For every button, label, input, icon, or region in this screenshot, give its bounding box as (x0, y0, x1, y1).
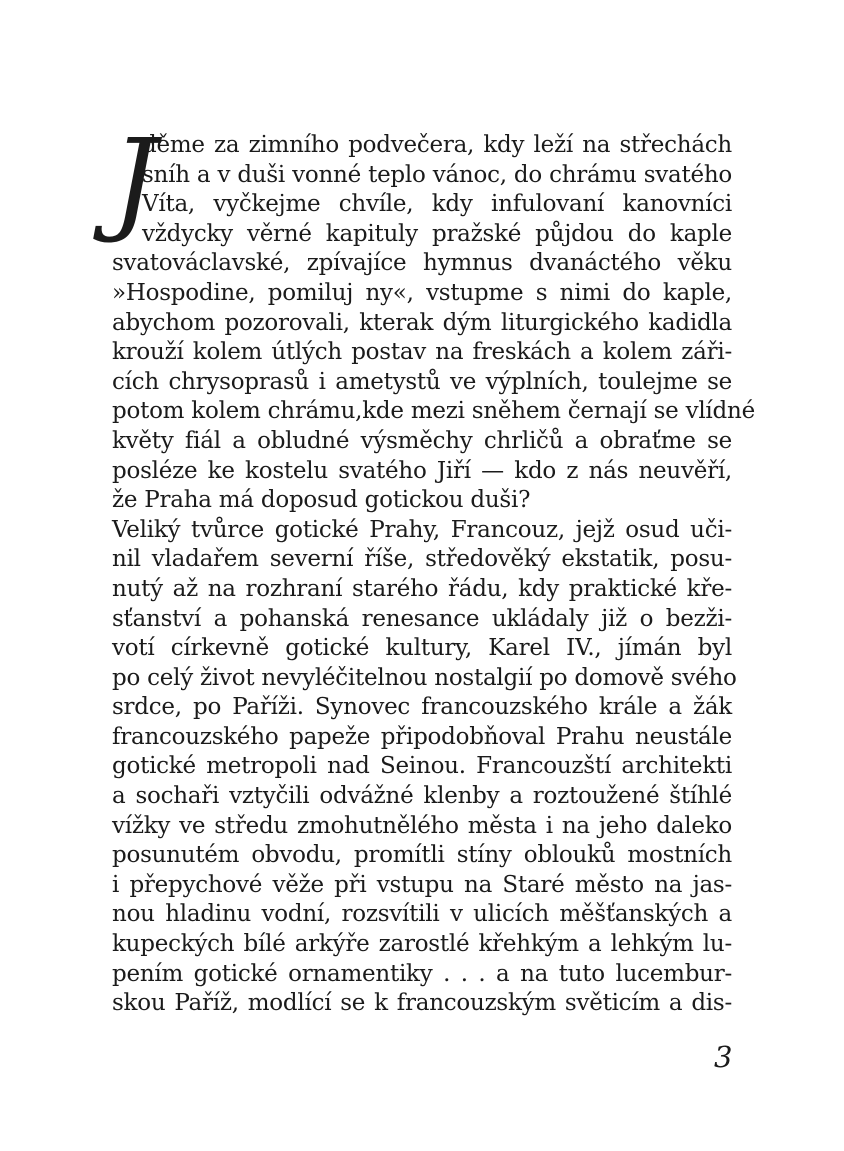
text-line: nou hladinu vodní, rozsvítili v ulicích měšťanských a (112, 901, 732, 928)
text-line: potom kolem chrámu,kde mezi sněhem černají se vlídné (112, 398, 755, 425)
text-line: že Praha má doposud gotickou duši? (112, 487, 531, 514)
body-text (112, 116, 755, 1019)
text-line: cích chrysoprasů i ametystů ve výplních, toulejme se (112, 368, 732, 395)
drop-cap: J (112, 116, 157, 246)
text-line: posunutém obvodu, promítli stíny oblouků mostních (112, 842, 732, 869)
text-line: po celý život nevyléčitelnou nostalgií po domově svého (112, 664, 737, 691)
text-line: nil vladařem severní říše, středověký ekstatik, posu- (112, 546, 732, 573)
text-line: »Hospodine, pomiluj ny«, vstupme s nimi do kaple, (112, 279, 732, 306)
page-number: 3 (714, 1040, 733, 1074)
text-line: sníh a v duši vonné teplo vánoc, do chrámu svatého (142, 161, 732, 188)
text-line: skou Paříž, modlící se k francouzským světicím a dis- (112, 990, 732, 1017)
text-line: a sochaři vztyčili odvážné klenby a roztoužené štíhlé (112, 783, 732, 810)
text-line: posléze ke kostelu svatého Jiří — kdo z nás neuvěří, (112, 457, 732, 484)
text-line: krouží kolem útlých postav na freskách a kolem záři- (112, 339, 732, 366)
text-line: vždycky věrné kapituly pražské půjdou do kaple (142, 220, 732, 247)
text-line: gotické metropoli nad Seinou. Francouzští architekti (112, 753, 732, 780)
text-line: francouzského papeže připodobňoval Prahu neustále (112, 723, 732, 750)
text-line: kupeckých bílé arkýře zarostlé křehkým a lehkým lu- (112, 931, 732, 958)
text-line: svatováclavské, zpívajíce hymnus dvanáctého věku (112, 250, 732, 277)
text-line: Veliký tvůrce gotické Prahy, Francouz, jejž osud uči- (112, 516, 732, 543)
text-line: nutý až na rozhraní starého řádu, kdy praktické kře- (112, 575, 732, 602)
text-line: vížky ve středu zmohutnělého města i na jeho daleko (112, 812, 732, 839)
text-line: votí církevně gotické kultury, Karel IV., jímán byl (112, 635, 732, 662)
text-line: pením gotické ornamentiky . . . a na tuto lucembur- (112, 960, 732, 987)
text-line: Víta, vyčkejme chvíle, kdy infulovaní kanovníci (142, 191, 732, 218)
text-line: srdce, po Paříži. Synovec francouzského krále a žák (112, 694, 732, 721)
text-line: abychom pozorovali, kterak dým liturgického kadidla (112, 309, 732, 336)
text-line: i přepychové věže při vstupu na Staré město na jas- (112, 871, 732, 898)
text-line: sťanství a pohanská renesance ukládaly již o bezži- (112, 605, 732, 632)
text-line: děme za zimního podvečera, kdy leží na střechách (142, 132, 732, 158)
text-line: květy fiál a obludné výsměchy chrličů a obraťme se (112, 427, 732, 454)
